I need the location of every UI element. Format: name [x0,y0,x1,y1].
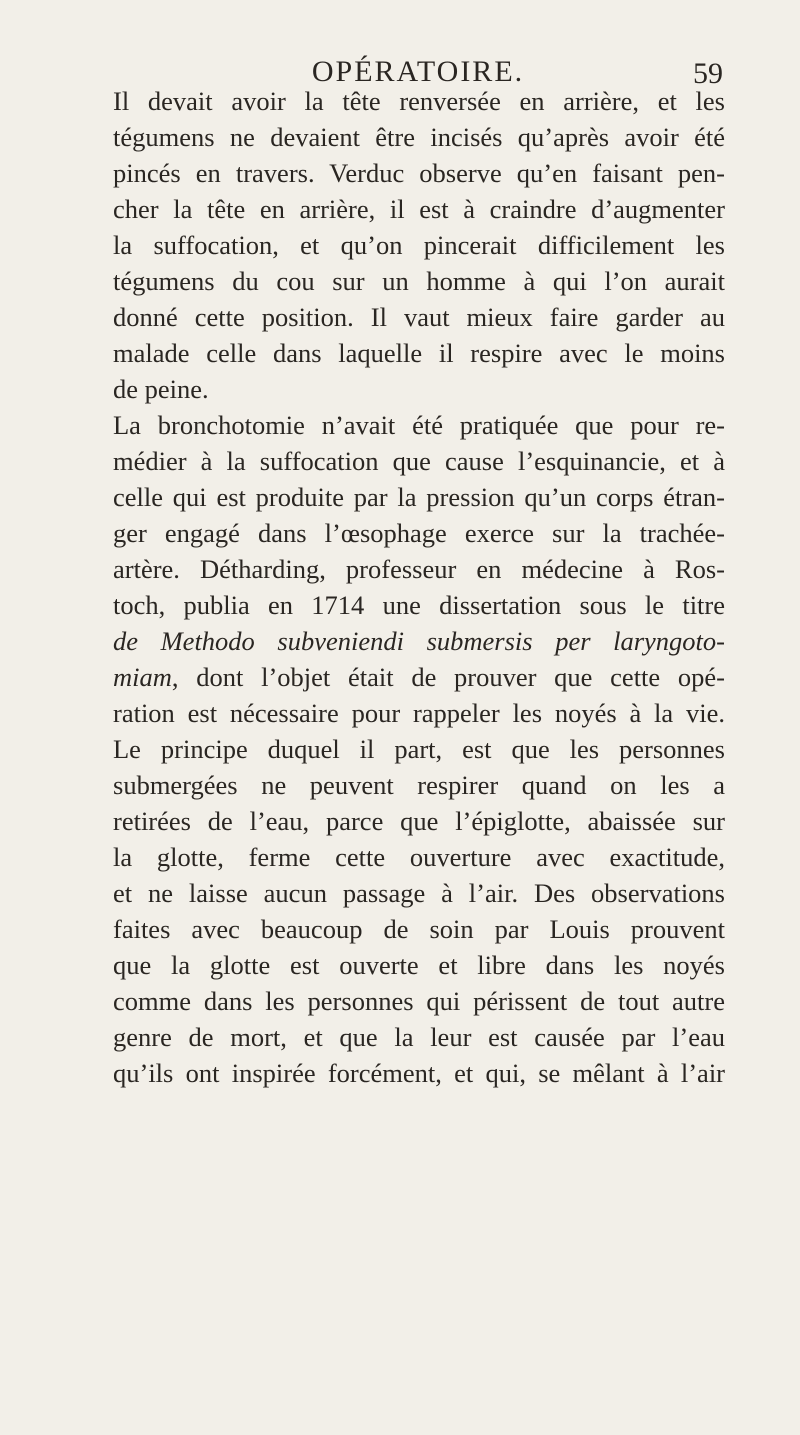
text-line: retirées de l’eau, parce que l’épiglotte, abaissée sur [113,806,725,836]
text-line: artère. Détharding, professeur en médecine à Ros- [113,554,725,584]
text-line: ration est nécessaire pour rappeler les noyés à la vie. [113,698,725,728]
text-line: qu’ils ont inspirée forcément, et qui, se mêlant à l’air [113,1058,725,1088]
page-number: 59 [693,57,723,90]
latin-title-part-2: miam [113,662,172,692]
text-line: ger engagé dans l’œsophage exerce sur la trachée- [113,518,725,548]
text-line: faites avec beaucoup de soin par Louis prouvent [113,914,725,944]
text-line: médier à la suffocation que cause l’esquinancie, et à [113,446,725,476]
text-line: La bronchotomie n’avait été pratiquée que pour re- [113,410,725,440]
text-line [113,659,725,695]
text-line: comme dans les personnes qui périssent de tout autre [113,986,725,1016]
text-line: Il devait avoir la tête renversée en arrière, et les [113,86,725,116]
text-line: de peine. [113,374,209,404]
text-line: toch, publia en 1714 une dissertation sous le titre [113,590,725,620]
latin-title-part-1: de Methodo subveniendi submersis per laryngoto- [113,626,725,656]
text-line: malade celle dans laquelle il respire avec le moins [113,338,725,368]
running-title: OPÉRATOIRE. [311,55,525,88]
text-line: Le principe duquel il part, est que les personnes [113,734,725,764]
text-line-italic [113,623,725,659]
text-line: et ne laisse aucun passage à l’air. Des observations [113,878,725,908]
text-line: cher la tête en arrière, il est à craindre d’augmenter [113,194,725,224]
text-fragment: , dont l’objet était de prouver que cette opé- [171,662,725,692]
text-line: submergées ne peuvent respirer quand on les a [113,770,725,800]
text-line: que la glotte est ouverte et libre dans les noyés [113,950,725,980]
text-line: la suffocation, et qu’on pincerait difficilement les [113,230,725,260]
text-line: la glotte, ferme cette ouverture avec exactitude, [113,842,725,872]
text-line: celle qui est produite par la pression qu’un corps étran- [113,482,725,512]
text-line: tégumens du cou sur un homme à qui l’on aurait [113,266,725,296]
body-text [113,83,725,1091]
text-line: donné cette position. Il vaut mieux faire garder au [113,302,725,332]
text-line: genre de mort, et que la leur est causée par l’eau [113,1022,725,1052]
text-line: pincés en travers. Verduc observe qu’en faisant pen- [113,158,725,188]
text-line: tégumens ne devaient être incisés qu’après avoir été [113,122,725,152]
